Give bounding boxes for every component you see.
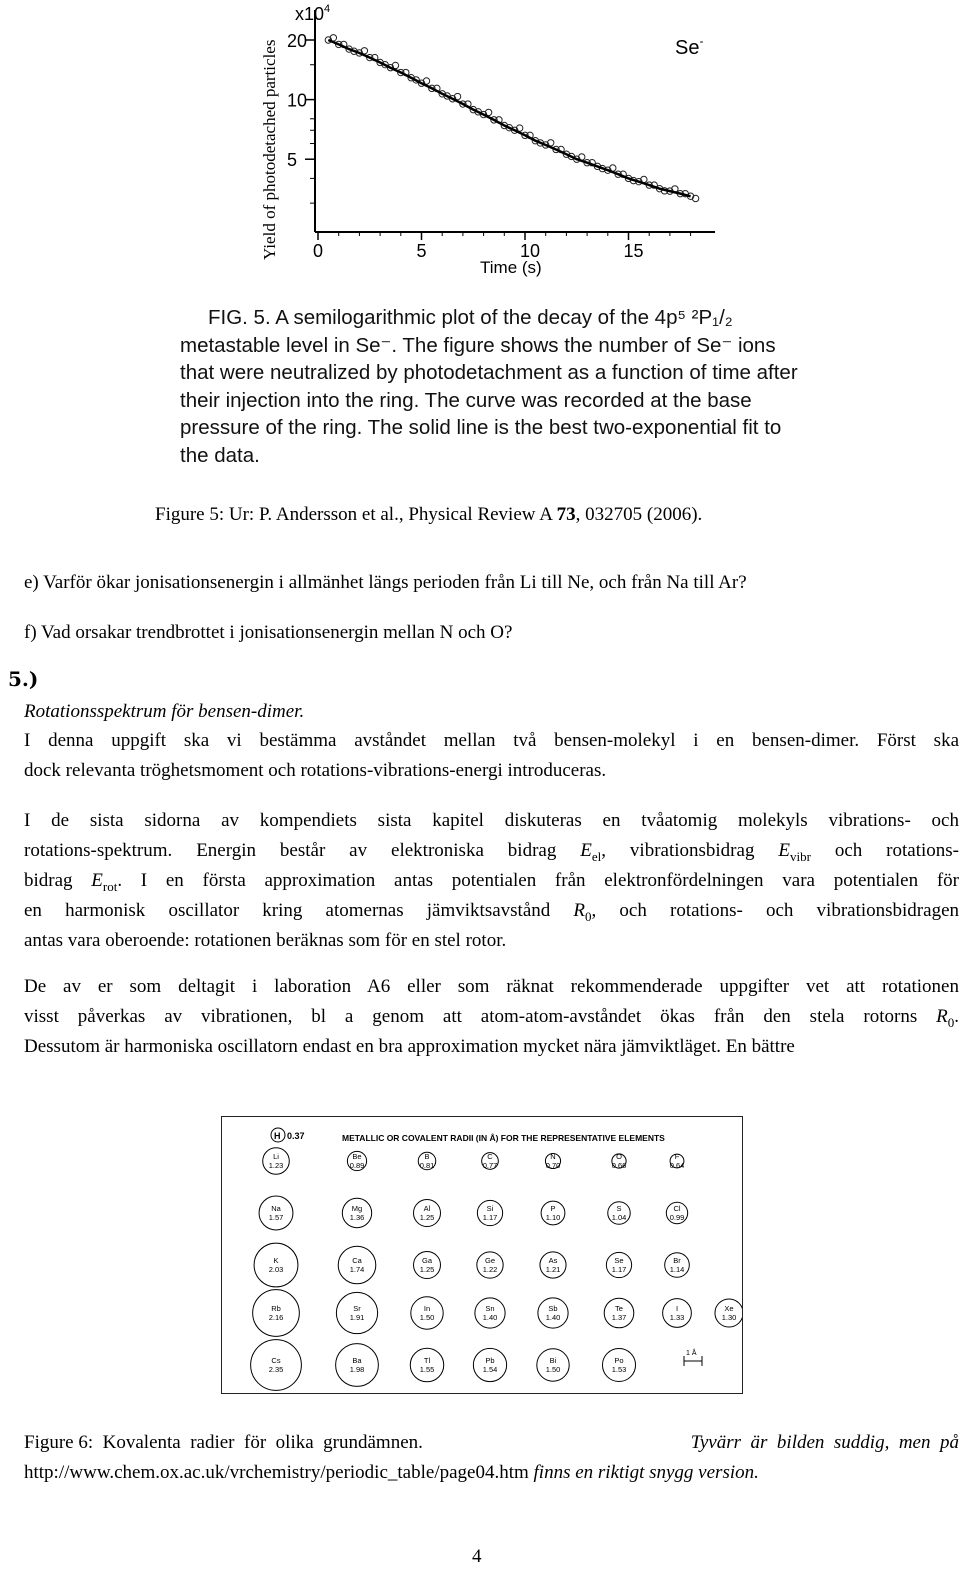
element-symbol: N	[550, 1152, 556, 1161]
element-al	[414, 1200, 441, 1227]
x-axis-label: Time (s)	[480, 258, 542, 277]
element-radius-value: 1.04	[611, 1213, 627, 1222]
paragraph-line: Dessutom är harmoniska oscillatorn endast en bra approximation mycket nära jämviktläget. En bättre	[24, 1036, 795, 1057]
y-tick-label: 5	[287, 150, 298, 171]
element-radius-value: 1.55	[419, 1365, 435, 1374]
element-ba	[336, 1344, 379, 1387]
element-ge	[477, 1252, 503, 1278]
element-symbol: Ba	[352, 1356, 362, 1365]
paragraph-line: visst påverkas av vibrationen, bl a genom att atom-atom-avståndet ökas från den stela rotorns $R_0$.	[24, 1006, 959, 1030]
element-bi	[537, 1349, 569, 1381]
element-radius-value: 1.21	[545, 1265, 561, 1274]
y-axis-label: Yield of photodetached particles	[260, 39, 279, 260]
element-symbol: O	[616, 1152, 622, 1161]
fig5-volume: 73	[556, 504, 576, 525]
element-cl	[666, 1202, 687, 1223]
element-symbol: Xe	[724, 1304, 734, 1313]
element-symbol: Cs	[271, 1356, 281, 1365]
question-f: f) Vad orsakar trendbrottet i jonisationsenergin mellan N och O?	[24, 622, 513, 643]
element-br	[665, 1253, 690, 1278]
x-tick-label: 5	[416, 241, 427, 261]
covalent-radii-figure	[221, 1116, 743, 1394]
element-radius-value: 1.91	[349, 1313, 365, 1322]
element-radius-value: 1.14	[669, 1265, 685, 1274]
element-radius-value: 0.77	[482, 1161, 498, 1170]
element-radius-value: 1.23	[268, 1161, 284, 1170]
element-symbol: I	[675, 1304, 679, 1313]
element-se	[606, 1252, 631, 1277]
scale-bar	[684, 1348, 702, 1366]
element-c	[482, 1152, 499, 1170]
element-li	[263, 1148, 290, 1175]
element-radius-value: 1.74	[349, 1265, 365, 1274]
element-radius-value: 1.22	[482, 1265, 498, 1274]
element-be	[347, 1151, 366, 1170]
fig6-url-link[interactable]: http://www.chem.ox.ac.uk/vrchemistry/periodic_table/page04.htm	[24, 1462, 529, 1483]
element-na	[259, 1196, 293, 1230]
paragraph-2	[24, 806, 959, 956]
element-symbol: P	[550, 1204, 556, 1213]
element-symbol: Mg	[351, 1204, 363, 1213]
element-si	[477, 1200, 502, 1225]
fig5-image-caption-line: that were neutralized by photodetachment as a function of time after	[180, 361, 798, 385]
page-number: 4	[472, 1546, 482, 1567]
element-pb	[473, 1348, 506, 1381]
element-as	[540, 1252, 566, 1278]
element-sn	[475, 1298, 505, 1328]
fig6-caption-note-end: finns en riktigt snygg version.	[533, 1462, 759, 1483]
element-circles	[251, 1148, 742, 1391]
element-b	[418, 1152, 435, 1170]
h-value: 0.37	[287, 1131, 305, 1141]
figure-5-caption	[155, 500, 702, 530]
element-xe	[715, 1299, 742, 1327]
element-te	[604, 1298, 634, 1328]
element-symbol: Si	[486, 1204, 494, 1213]
paragraph-line: I denna uppgift ska vi bestämma avståndet mellan två bensen-molekyl i en bensen-dimer. Först ska	[24, 730, 959, 751]
paragraph-line: De av er som deltagit i laboration A6 eller som räknat rekommenderade uppgifter vet att rotationen	[24, 976, 959, 997]
element-radius-value: 2.16	[268, 1313, 284, 1322]
x-tick-label: 10	[520, 241, 541, 261]
series-label: Se-	[675, 34, 704, 59]
element-radius-value: 1.40	[482, 1313, 498, 1322]
element-ca	[338, 1246, 376, 1284]
element-cs	[251, 1340, 302, 1391]
fig5-image-caption-line: FIG. 5. A semilogarithmic plot of the decay of the 4p⁵ ²P₁/₂	[208, 306, 733, 329]
decay-plot	[255, 0, 725, 290]
element-symbol: Na	[271, 1204, 281, 1213]
element-radius-value: 1.54	[482, 1365, 498, 1374]
paragraph-line: en harmonisk oscillator kring atomernas jämviktsavstånd $R_0$, och rotations- och vibrationsbidragen	[24, 900, 960, 924]
element-symbol: S	[616, 1204, 622, 1213]
paragraph-line: dock relevanta tröghetsmoment och rotations-vibrations-energi introduceras.	[24, 760, 607, 781]
element-radius-value: 1.36	[349, 1213, 365, 1222]
element-symbol: Po	[614, 1356, 624, 1365]
element-symbol: Sr	[353, 1304, 361, 1313]
element-f	[670, 1152, 685, 1170]
element-radius-value: 1.33	[669, 1313, 685, 1322]
element-k	[254, 1243, 298, 1287]
element-radius-value: 1.30	[721, 1313, 737, 1322]
element-symbol: As	[548, 1256, 558, 1265]
element-symbol: Br	[673, 1256, 681, 1265]
fig5-caption-text: Figure 5: Ur: P. Andersson et al., Physical Review A	[155, 504, 557, 525]
element-radius-value: 0.64	[669, 1161, 685, 1170]
x-tick-label: 0	[313, 241, 324, 261]
section-number: 5.)	[8, 667, 39, 691]
radii-diagram	[222, 1117, 742, 1393]
fit-line	[328, 40, 690, 196]
element-symbol: Be	[352, 1152, 362, 1161]
element-symbol: Bi	[549, 1356, 557, 1365]
element-symbol: In	[423, 1304, 431, 1313]
element-radius-value: 1.10	[545, 1213, 561, 1222]
element-symbol: Cl	[673, 1204, 681, 1213]
element-radius-value: 1.53	[611, 1365, 627, 1374]
fig5-image-caption-line: pressure of the ring. The solid line is the best two-exponential fit to	[180, 416, 782, 440]
element-radius-value: 1.50	[419, 1313, 435, 1322]
element-radius-value: 1.50	[545, 1365, 561, 1374]
element-symbol: Sn	[485, 1304, 495, 1313]
y-tick-label: 10	[287, 90, 308, 111]
element-radius-value: 1.25	[419, 1213, 435, 1222]
element-ga	[414, 1252, 441, 1279]
section-title: Rotationsspektrum för bensen-dimer.	[24, 701, 305, 722]
element-sr	[336, 1292, 377, 1333]
element-symbol: Ga	[421, 1256, 433, 1265]
element-symbol: Se	[614, 1256, 624, 1265]
element-symbol: B	[424, 1152, 430, 1161]
plot-axes	[287, 10, 715, 261]
element-radius-value: 1.17	[611, 1265, 627, 1274]
element-mg	[342, 1198, 371, 1227]
element-rb	[253, 1290, 300, 1337]
element-radius-value: 0.81	[419, 1161, 435, 1170]
element-symbol: Pb	[485, 1356, 495, 1365]
element-po	[602, 1348, 635, 1381]
element-radius-value: 1.25	[419, 1265, 435, 1274]
figure-6-caption	[24, 1428, 959, 1488]
fig5-image-caption-line: the data.	[180, 443, 260, 467]
element-radius-value: 1.57	[268, 1213, 284, 1222]
element-symbol: F	[674, 1152, 680, 1161]
y-tick-label: 20	[287, 31, 308, 51]
element-radius-value: 2.03	[268, 1265, 284, 1274]
element-radius-value: 0.99	[669, 1213, 685, 1222]
element-radius-value: 1.98	[349, 1365, 365, 1374]
paragraph-line: antas vara oberoende: rotationen beräknas som för en stel rotor.	[24, 930, 507, 951]
element-symbol: Sb	[548, 1304, 558, 1313]
paragraph-1	[24, 726, 959, 786]
y-multiplier: $x10^4$	[295, 3, 331, 24]
element-symbol: C	[487, 1152, 493, 1161]
fig5-image-caption	[180, 304, 820, 470]
element-radius-value: 0.66	[611, 1161, 627, 1170]
h-symbol: H	[274, 1131, 281, 1141]
fig6-caption-note: Tyvärr är bilden suddig, men på	[690, 1432, 959, 1453]
element-i	[663, 1299, 692, 1328]
element-p	[541, 1201, 565, 1225]
paragraph-3	[24, 972, 959, 1062]
element-radius-value: 1.17	[482, 1213, 498, 1222]
element-symbol: Rb	[271, 1304, 281, 1313]
element-o	[612, 1152, 627, 1170]
element-in	[411, 1297, 443, 1329]
paragraph-line: rotations-spektrum. Energin består av elektroniska bidrag $E_{el}$, vibrationsbidrag $E_{vibr}$ och rotations-	[24, 840, 959, 864]
element-n	[545, 1152, 560, 1170]
element-radius-value: 0.89	[349, 1161, 365, 1170]
element-sb	[538, 1298, 568, 1328]
element-symbol: Al	[423, 1204, 431, 1213]
scale-label: 1 Å	[686, 1350, 697, 1357]
element-radius-value: 2.35	[268, 1365, 284, 1374]
x-tick-label: 15	[623, 241, 644, 261]
fig5-image-caption-line: metastable level in Se⁻. The figure shows the number of Se⁻ ions	[180, 333, 776, 357]
element-symbol: Ca	[352, 1256, 362, 1265]
element-symbol: Tl	[423, 1356, 431, 1365]
paragraph-line: I de sista sidorna av kompendiets sista kapitel diskuteras en tvåatomig molekyls vibrations- och	[24, 810, 959, 831]
element-radius-value: 0.70	[545, 1161, 561, 1170]
question-e: e) Varför ökar jonisationsenergin i allmänhet längs perioden från Li till Ne, och från Na till Ar?	[24, 572, 747, 593]
element-symbol: Te	[615, 1304, 623, 1313]
element-symbol: Ge	[484, 1256, 496, 1265]
element-s	[608, 1202, 630, 1224]
element-radius-value: 1.40	[545, 1313, 561, 1322]
fig5-image-caption-line: their injection into the ring. The curve was recorded at the base	[180, 388, 752, 412]
data-points	[325, 35, 699, 202]
fig6-caption-text: Figure 6: Kovalenta radier för olika grundämnen.	[24, 1432, 423, 1453]
element-radius-value: 1.37	[611, 1313, 627, 1322]
element-tl	[410, 1348, 443, 1381]
element-symbol: K	[273, 1256, 279, 1265]
fig5-caption-rest: , 032705 (2006).	[575, 504, 703, 525]
paragraph-line: bidrag $E_{rot}$. I en första approximation antas potentialen från elektronfördelningen vara potentialen för	[24, 870, 959, 894]
element-symbol: Li	[273, 1152, 279, 1161]
table-title: METALLIC OR COVALENT RADII (IN Å) FOR THE REPRESENTATIVE ELEMENTS	[342, 1133, 665, 1143]
